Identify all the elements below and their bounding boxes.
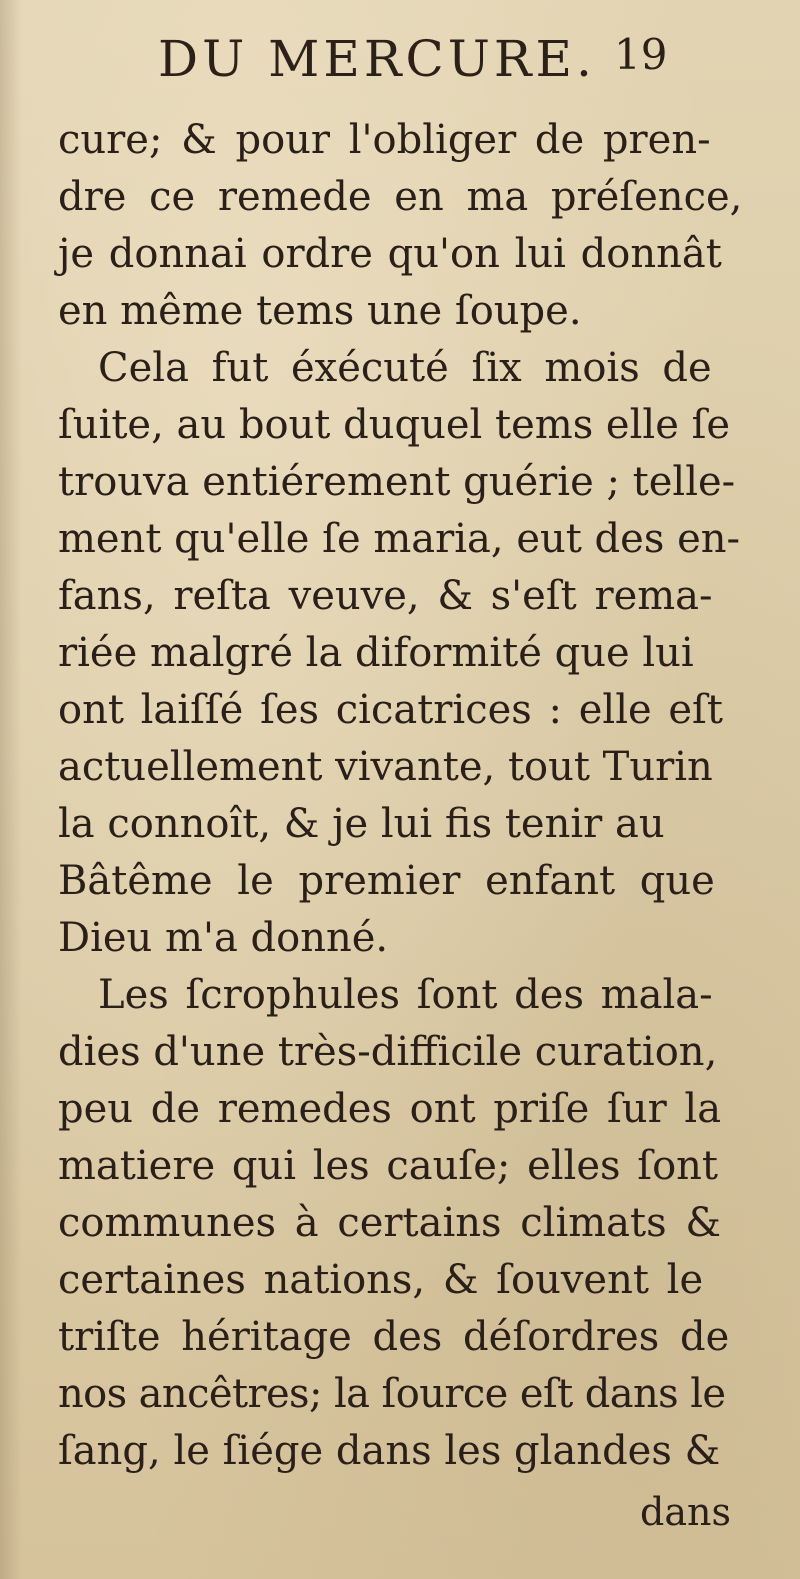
- text-line: Bâtême le premier enfant que: [58, 858, 715, 904]
- text-line: je donnai ordre qu'on lui donnât: [58, 231, 722, 277]
- text-line: Cela fut éxécuté ſix mois de: [98, 345, 712, 391]
- text-line: ſang, le ſiége dans les glandes &: [58, 1428, 721, 1474]
- text-line: matiere qui les cauſe; elles ſont: [58, 1143, 718, 1189]
- text-line: en même tems une ſoupe.: [58, 288, 582, 334]
- catchword: dans: [640, 1490, 731, 1534]
- text-line: peu de remedes ont priſe ſur la: [58, 1086, 722, 1132]
- text-line: cure; & pour l'obliger de pren-: [58, 117, 711, 163]
- text-line: fans, reſta veuve, & s'eſt rema-: [58, 573, 713, 619]
- text-line: triſte héritage des déſordres de: [58, 1314, 730, 1360]
- text-line: riée malgré la diformité que lui: [58, 630, 694, 676]
- text-line: la connoît, & je lui fis tenir au: [58, 801, 665, 847]
- text-line: actuellement vivante, tout Turin: [58, 744, 713, 790]
- running-head: DU MERCURE.: [158, 30, 596, 88]
- text-line: communes à certains climats &: [58, 1200, 721, 1246]
- text-line: dies d'une très-difficile curation,: [58, 1029, 718, 1075]
- text-line: certaines nations, & ſouvent le: [58, 1257, 704, 1303]
- text-line: trouva entiérement guérie ; telle-: [58, 459, 736, 505]
- text-line: nos ancêtres; la ſource eſt dans le: [58, 1371, 726, 1417]
- text-line: Dieu m'a donné.: [58, 915, 389, 961]
- page-number: 19: [614, 30, 668, 79]
- text-line: Les ſcrophules ſont des mala-: [98, 972, 713, 1018]
- text-line: ont laiſſé ſes cicatrices : elle eſt: [58, 687, 723, 733]
- text-line: ſuite, au bout duquel tems elle ſe: [58, 402, 731, 448]
- text-line: ment qu'elle ſe maria, eut des en-: [58, 516, 741, 562]
- text-line: dre ce remede en ma préſence,: [58, 174, 743, 220]
